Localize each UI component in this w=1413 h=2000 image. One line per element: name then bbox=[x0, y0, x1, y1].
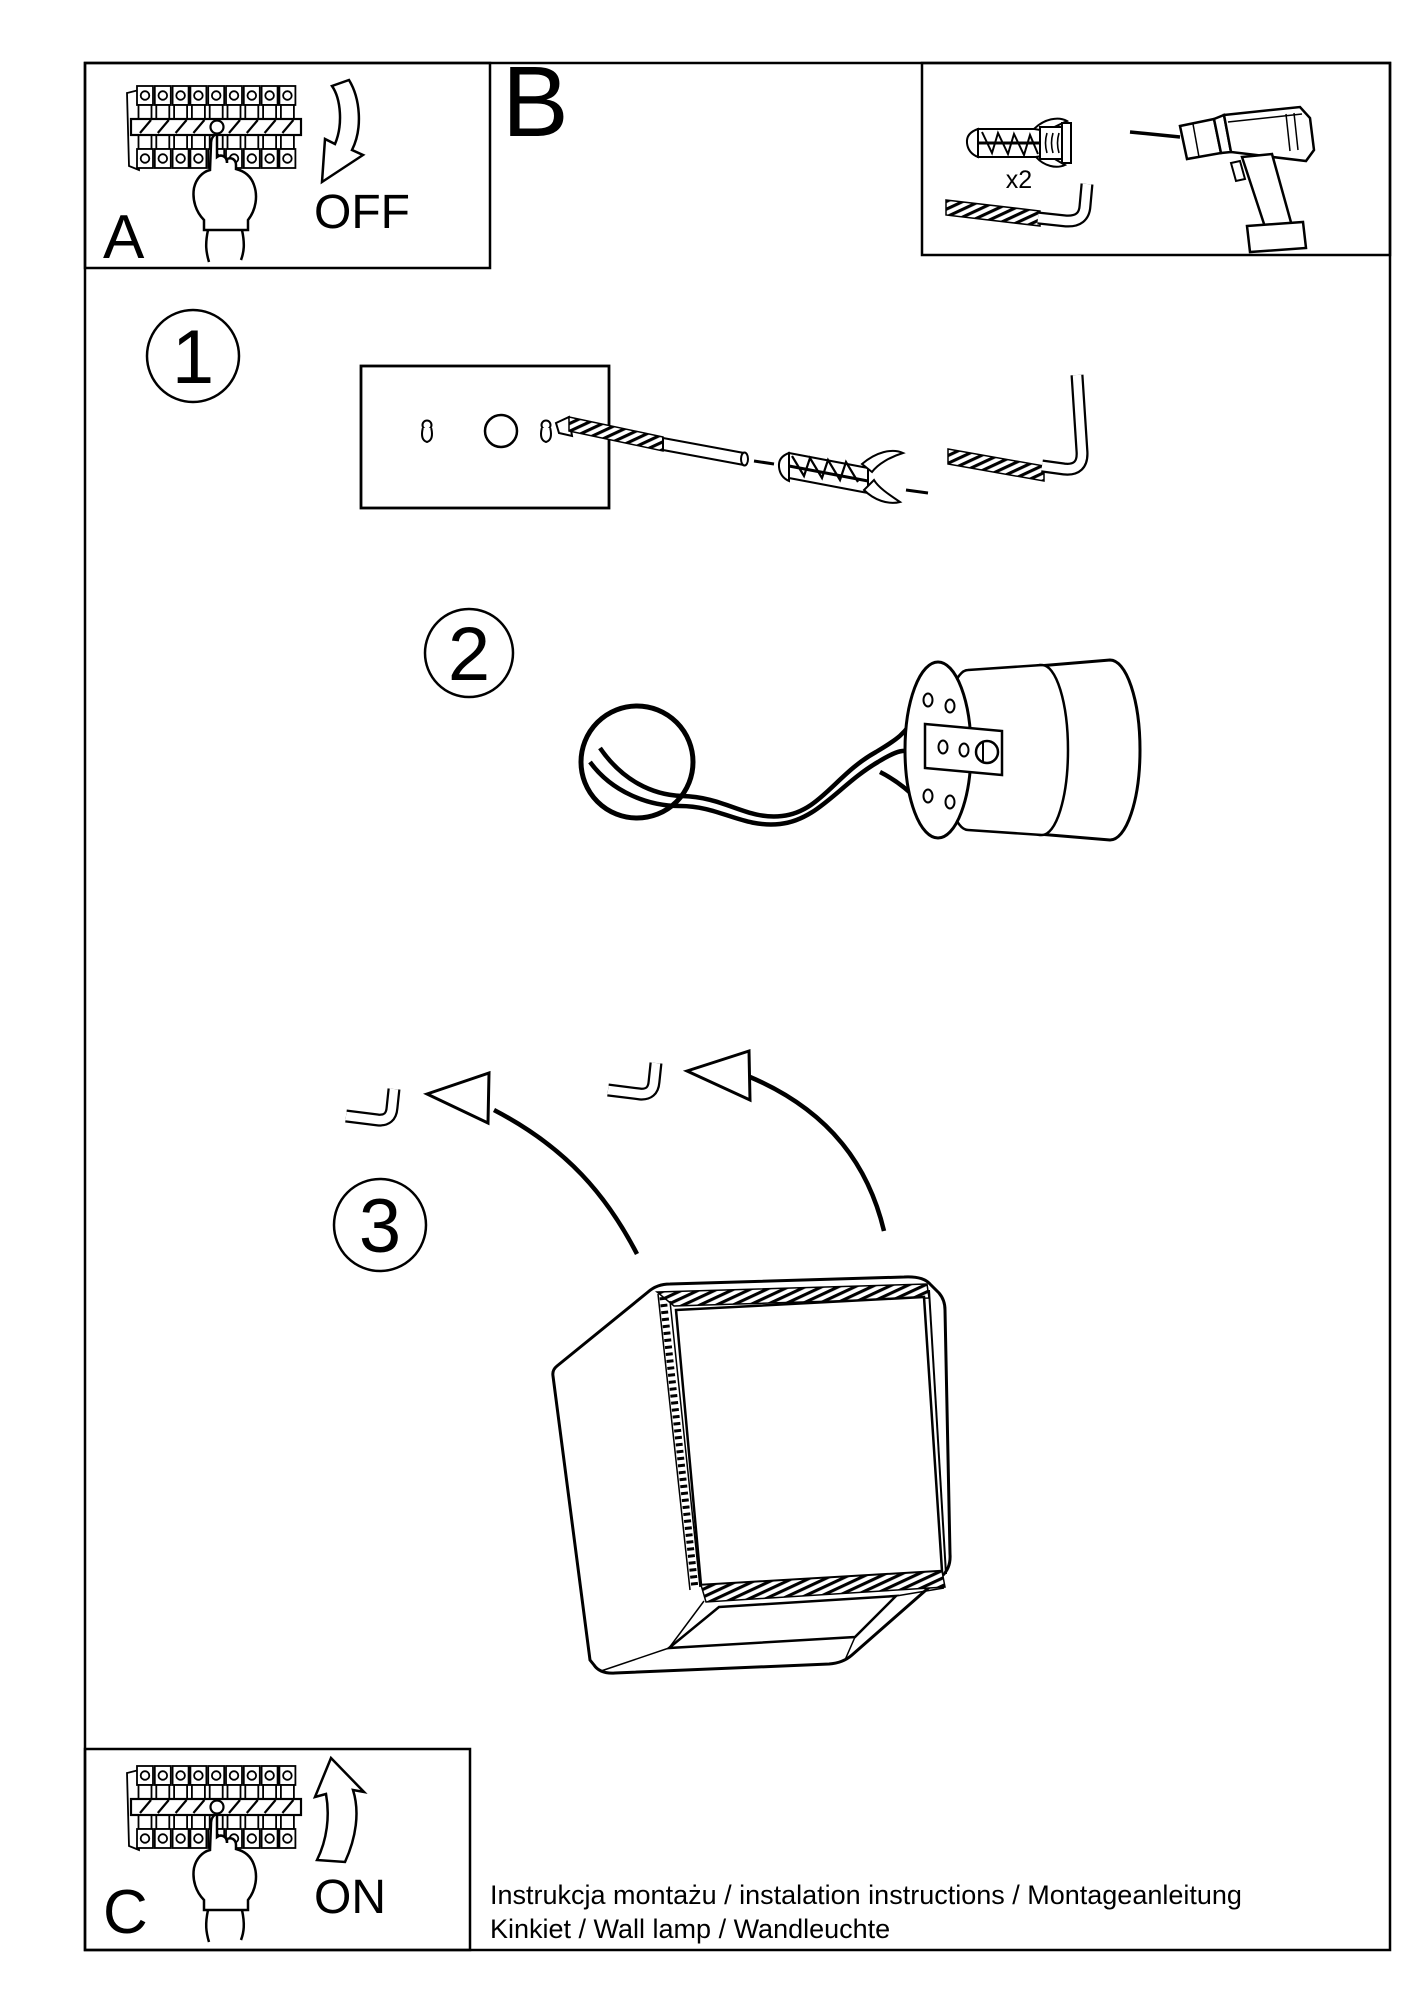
lamp-socket-icon bbox=[905, 660, 1140, 840]
rotate-arrow-icon bbox=[687, 1051, 884, 1231]
wall-plug-icon bbox=[967, 119, 1071, 167]
box-c-label: C bbox=[103, 1878, 148, 1947]
footer-line-2: Kinkiet / Wall lamp / Wandleuchte bbox=[490, 1914, 891, 1944]
step-3 bbox=[334, 1051, 950, 1673]
cable-coil-icon bbox=[581, 706, 693, 818]
step-1-badge bbox=[147, 310, 239, 402]
hook-screw-icon bbox=[948, 375, 1082, 481]
keyhole-right-icon bbox=[541, 421, 551, 443]
box-b-border bbox=[922, 63, 1390, 255]
wires bbox=[590, 712, 918, 824]
keyhole-left-icon bbox=[422, 421, 432, 443]
off-label: OFF bbox=[314, 186, 410, 239]
wall-anchor-icon bbox=[779, 451, 903, 503]
power-off-box bbox=[85, 63, 490, 272]
step-2-number: 2 bbox=[447, 612, 491, 697]
on-label: ON bbox=[314, 1871, 386, 1924]
cube-lamp-icon bbox=[553, 1277, 950, 1673]
dash bbox=[906, 490, 928, 493]
step-2-badge bbox=[425, 609, 513, 697]
step-3-number: 3 bbox=[358, 1184, 402, 1269]
box-b-label: B bbox=[502, 46, 569, 158]
power-on-box bbox=[85, 1749, 470, 1950]
box-a-label: A bbox=[103, 203, 145, 272]
step-2 bbox=[425, 609, 1140, 840]
step-3-badge bbox=[334, 1179, 426, 1271]
drill-icon bbox=[1130, 107, 1314, 252]
switch-up-arrow-icon bbox=[315, 1758, 364, 1862]
parts-box bbox=[922, 63, 1390, 255]
switch-down-arrow-icon bbox=[322, 80, 363, 182]
mounting-hole-icon bbox=[485, 415, 517, 447]
step-1 bbox=[147, 310, 1082, 508]
anchor-quantity: x2 bbox=[1005, 166, 1033, 194]
hook-icon bbox=[346, 1089, 394, 1120]
dash bbox=[754, 461, 774, 464]
step-1-number: 1 bbox=[171, 315, 215, 400]
rotate-arrow-icon bbox=[427, 1073, 637, 1254]
footer-line-1: Instrukcja montażu / instalation instructions / Montageanleitung bbox=[490, 1880, 1242, 1910]
hook-icon bbox=[608, 1063, 656, 1094]
